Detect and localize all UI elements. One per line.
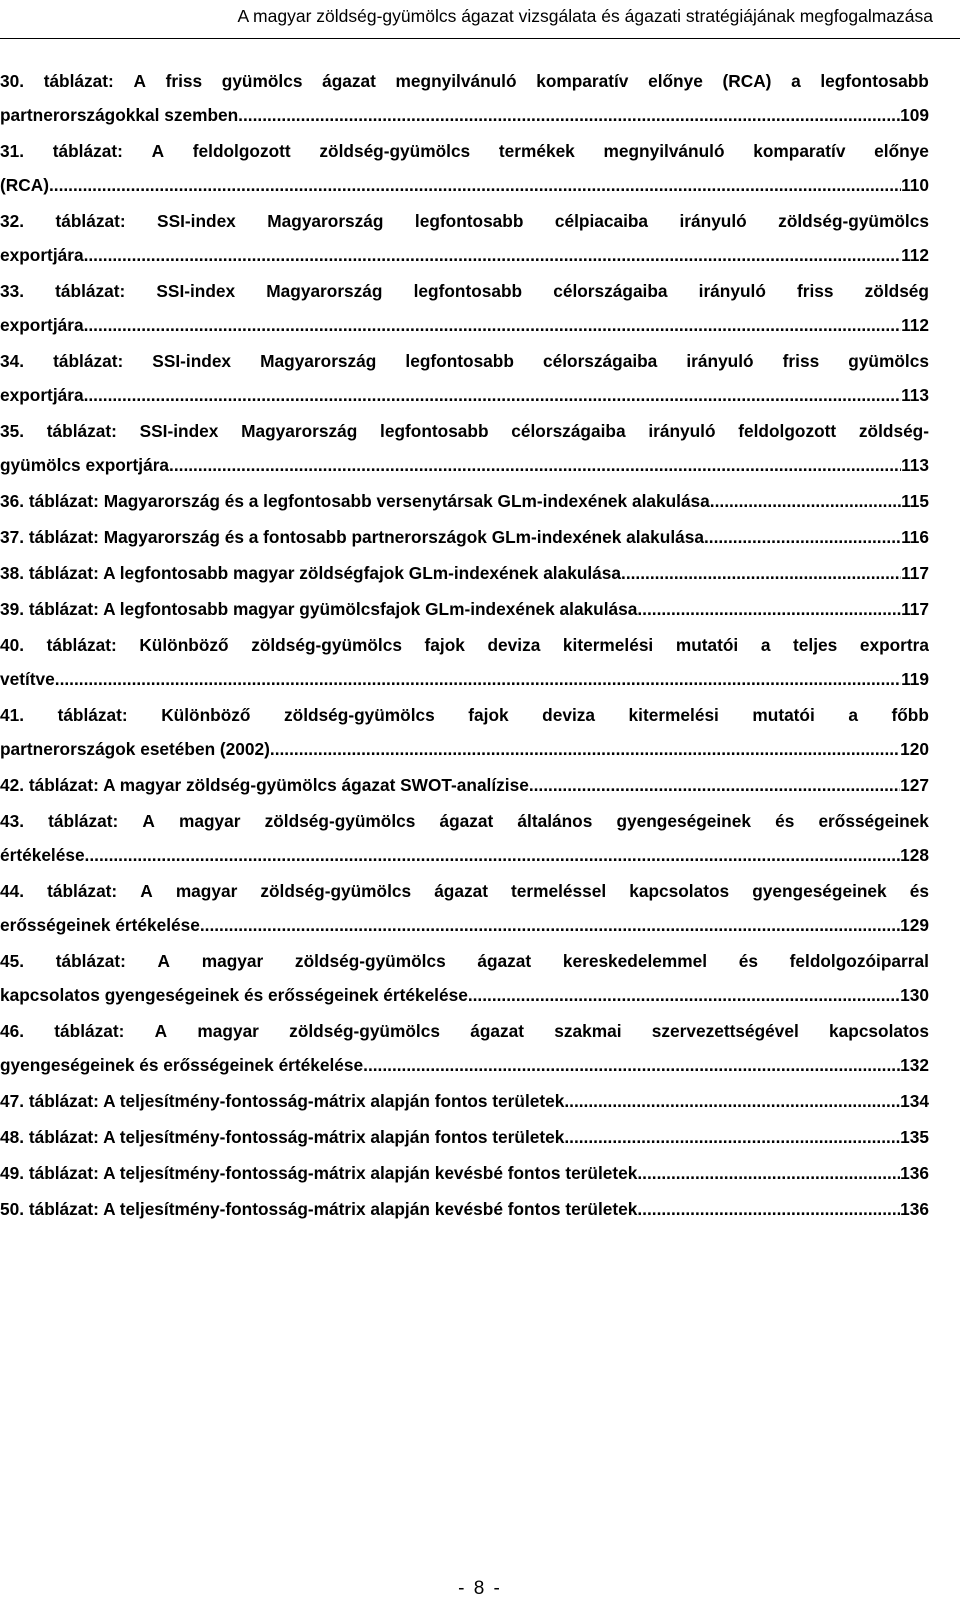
toc-word: mutatói	[675, 635, 739, 655]
toc-word: zöldség	[864, 281, 929, 301]
toc-entry-last-line	[0, 908, 929, 942]
toc-entry-text: gyengeségeinek és erősségeinek értékelése.	[0, 1055, 368, 1075]
toc-page-number: 117	[901, 599, 929, 619]
toc-word: SSI-index	[139, 421, 219, 441]
dot-leader	[174, 448, 901, 482]
toc-word: zöldség-	[858, 421, 929, 441]
toc-word: irányuló	[698, 281, 766, 301]
toc-word: friss	[165, 71, 203, 91]
toc-entry-text: (RCA).	[0, 175, 54, 195]
toc-word: ágazat	[322, 71, 376, 91]
toc-word: SSI-index	[152, 351, 232, 371]
toc-entry[interactable]	[0, 64, 929, 132]
toc-entry-last-line	[0, 484, 929, 518]
toc-word: célországaiba	[511, 421, 626, 441]
toc-entry[interactable]	[0, 698, 929, 766]
toc-word: 31.	[0, 141, 25, 161]
toc-page-number: 136	[900, 1163, 929, 1183]
toc-entry-text: kapcsolatos gyengeségeinek és erősségeinek értékelése.	[0, 985, 473, 1005]
toc-word: gyengeségeinek	[752, 881, 887, 901]
toc-entry-last-line	[0, 378, 929, 412]
toc-word: táblázat:	[46, 421, 117, 441]
toc-entry[interactable]	[0, 556, 929, 590]
dot-leader	[275, 732, 900, 766]
toc-entry-text: 42. táblázat: A magyar zöldség-gyümölcs ágazat SWOT-analízise.	[0, 775, 534, 795]
toc-page-number: 112	[901, 315, 929, 335]
toc-entry[interactable]	[0, 944, 929, 1012]
toc-word: célországaiba	[542, 351, 658, 371]
toc-word: előnye	[648, 71, 703, 91]
toc-word: táblázat:	[47, 881, 118, 901]
toc-word: termeléssel	[511, 881, 607, 901]
toc-entry-last-line	[0, 662, 929, 696]
toc-entry-last-line	[0, 556, 929, 590]
dot-leader	[569, 1120, 900, 1154]
toc-word: a	[791, 71, 801, 91]
toc-word: exportra	[859, 635, 929, 655]
toc-word: zöldség-gyümölcs	[289, 1021, 440, 1041]
toc-word: táblázat:	[55, 951, 126, 971]
toc-word: táblázat:	[54, 1021, 125, 1041]
toc-entry-last-line	[0, 448, 929, 482]
toc-word: zöldség-gyümölcs	[260, 881, 412, 901]
toc-entry-line	[0, 698, 929, 732]
toc-entry-line	[0, 628, 929, 662]
toc-word: célpiacaiba	[554, 211, 649, 231]
toc-entry-line	[0, 344, 929, 378]
toc-word: feldolgozott	[738, 421, 837, 441]
table-of-tables	[0, 64, 929, 1228]
dot-leader	[642, 592, 901, 626]
toc-page-number: 128	[900, 845, 929, 865]
toc-word: és	[738, 951, 758, 971]
toc-entry-text: 47. táblázat: A teljesítmény-fontosság-mátrix alapján fontos területek.	[0, 1091, 570, 1111]
toc-word: SSI-index	[156, 281, 236, 301]
toc-word: magyar	[197, 1021, 259, 1041]
toc-word: zöldség-gyümölcs	[294, 951, 446, 971]
toc-entry-text: 48. táblázat: A teljesítmény-fontosság-mátrix alapján fontos területek.	[0, 1127, 570, 1147]
toc-page-number: 110	[901, 175, 929, 195]
dot-leader	[60, 662, 902, 696]
toc-page-number: 115	[901, 491, 929, 511]
toc-word: fajok	[424, 635, 465, 655]
toc-page-number: 130	[900, 985, 929, 1005]
toc-word: zöldség-gyümölcs	[319, 141, 471, 161]
toc-word: szervezettségével	[651, 1021, 799, 1041]
header-rule	[0, 38, 960, 39]
toc-entry-last-line	[0, 308, 929, 342]
toc-word: táblázat:	[43, 71, 114, 91]
toc-entry-last-line	[0, 1192, 929, 1226]
toc-word: legfontosabb	[820, 71, 929, 91]
dot-leader	[626, 556, 901, 590]
toc-entry-text: partnerországok esetében (2002).	[0, 739, 275, 759]
toc-entry[interactable]	[0, 1084, 929, 1118]
toc-word: 45.	[0, 951, 25, 971]
dot-leader	[534, 768, 901, 802]
dot-leader	[89, 838, 900, 872]
toc-word: táblázat:	[55, 281, 126, 301]
toc-entry-text: exportjára.	[0, 245, 89, 265]
toc-word: gyümölcs	[221, 71, 303, 91]
toc-word: általános	[517, 811, 593, 831]
toc-word: zöldség-gyümölcs	[251, 635, 402, 655]
toc-entry-line	[0, 944, 929, 978]
toc-entry-line	[0, 64, 929, 98]
toc-word: kapcsolatos	[629, 881, 730, 901]
toc-entry-line	[0, 804, 929, 838]
toc-entry-last-line	[0, 768, 929, 802]
dot-leader	[569, 1084, 900, 1118]
toc-page-number: 117	[901, 563, 929, 583]
toc-word: magyar	[201, 951, 264, 971]
toc-page-number: 109	[900, 105, 929, 125]
toc-word: szakmai	[554, 1021, 622, 1041]
toc-entry[interactable]	[0, 414, 929, 482]
toc-word: legfontosabb	[414, 211, 524, 231]
toc-word: 41.	[0, 705, 25, 725]
toc-word: 40.	[0, 635, 25, 655]
toc-entry[interactable]	[0, 344, 929, 412]
toc-entry-text: 49. táblázat: A teljesítmény-fontosság-mátrix alapján kevésbé fontos területek.	[0, 1163, 643, 1183]
toc-word: irányuló	[648, 421, 716, 441]
toc-entry-text: exportjára.	[0, 385, 89, 405]
dot-leader	[205, 908, 901, 942]
toc-entry-text: 36. táblázat: Magyarország és a legfontosabb versenytársak GLm-indexének alakulása.	[0, 491, 715, 511]
toc-word: komparatív	[536, 71, 629, 91]
toc-entry[interactable]	[0, 134, 929, 202]
toc-entry[interactable]	[0, 592, 929, 626]
toc-word: fajok	[468, 705, 509, 725]
toc-word: deviza	[487, 635, 541, 655]
toc-word: kitermelési	[562, 635, 654, 655]
toc-entry-last-line	[0, 238, 929, 272]
toc-entry-text: exportjára.	[0, 315, 89, 335]
toc-word: legfontosabb	[405, 351, 514, 371]
toc-entry-last-line	[0, 168, 929, 202]
toc-entry[interactable]	[0, 804, 929, 872]
toc-entry-line	[0, 134, 929, 168]
toc-entry-text: erősségeinek értékelése.	[0, 915, 205, 935]
dot-leader	[88, 308, 901, 342]
toc-entry-text: értékelése.	[0, 845, 90, 865]
toc-word: célországaiba	[553, 281, 668, 301]
toc-word: magyar	[179, 811, 241, 831]
toc-word: gyümölcs	[848, 351, 929, 371]
toc-entry[interactable]	[0, 628, 929, 696]
toc-word: és	[775, 811, 795, 831]
toc-page-number: 113	[901, 455, 929, 475]
toc-word: a	[760, 635, 771, 655]
toc-entry-last-line	[0, 1084, 929, 1118]
toc-word: erősségeinek	[818, 811, 929, 831]
dot-leader	[715, 484, 902, 518]
dot-leader	[473, 978, 901, 1012]
toc-word: kitermelési	[628, 705, 719, 725]
toc-entry[interactable]	[0, 274, 929, 342]
toc-word: irányuló	[686, 351, 754, 371]
dot-leader	[709, 520, 901, 554]
toc-word: zöldség-gyümölcs	[284, 705, 435, 725]
toc-page-number: 112	[901, 245, 929, 265]
toc-word: 35.	[0, 421, 25, 441]
toc-word: táblázat:	[53, 351, 124, 371]
toc-word: előnye	[874, 141, 929, 161]
toc-word: táblázat:	[52, 141, 123, 161]
toc-word: megnyilvánuló	[395, 71, 517, 91]
toc-word: táblázat:	[57, 705, 128, 725]
toc-word: Magyarország	[241, 421, 358, 441]
toc-page-number: 113	[901, 385, 929, 405]
dot-leader	[54, 168, 901, 202]
toc-page-number: 136	[900, 1199, 929, 1219]
toc-entry-line	[0, 1014, 929, 1048]
toc-word: zöldség-gyümölcs	[264, 811, 416, 831]
toc-word: Magyarország	[260, 351, 377, 371]
toc-word: 30.	[0, 71, 25, 91]
dot-leader	[642, 1192, 900, 1226]
toc-word: legfontosabb	[380, 421, 489, 441]
toc-entry[interactable]	[0, 1120, 929, 1154]
dot-leader	[368, 1048, 900, 1082]
toc-word: SSI-index	[157, 211, 236, 231]
toc-entry-line	[0, 414, 929, 448]
toc-word: deviza	[542, 705, 596, 725]
toc-word: megnyilvánuló	[603, 141, 725, 161]
toc-word: 43.	[0, 811, 25, 831]
toc-word: feldolgozott	[192, 141, 291, 161]
toc-entry-line	[0, 204, 929, 238]
toc-entry[interactable]	[0, 520, 929, 554]
toc-page-number: 127	[900, 775, 929, 795]
toc-entry-last-line	[0, 1120, 929, 1154]
toc-word: kereskedelemmel	[562, 951, 708, 971]
toc-word: gyengeségeinek	[616, 811, 751, 831]
toc-word: teljes	[793, 635, 838, 655]
toc-word: Különböző	[139, 635, 229, 655]
toc-word: Különböző	[161, 705, 251, 725]
toc-entry-text: 38. táblázat: A legfontosabb magyar zöldségfajok GLm-indexének alakulása.	[0, 563, 626, 583]
toc-word: zöldség-gyümölcs	[778, 211, 929, 231]
toc-word: termékek	[498, 141, 575, 161]
toc-page-number: 120	[900, 739, 929, 759]
toc-word: és	[909, 881, 929, 901]
toc-page-number: 129	[900, 915, 929, 935]
toc-entry-text: partnerországokkal szemben.	[0, 105, 243, 125]
toc-word: (RCA)	[722, 71, 772, 91]
toc-entry-last-line	[0, 838, 929, 872]
toc-entry-line	[0, 874, 929, 908]
toc-entry-last-line	[0, 98, 929, 132]
toc-word: A	[133, 71, 146, 91]
dot-leader	[88, 238, 901, 272]
toc-word: ágazat	[434, 881, 488, 901]
toc-word: táblázat:	[55, 211, 126, 231]
toc-entry[interactable]	[0, 204, 929, 272]
toc-word: komparatív	[753, 141, 846, 161]
toc-word: táblázat:	[46, 635, 117, 655]
page-number: - 8 -	[458, 1578, 502, 1599]
toc-page-number: 135	[900, 1127, 929, 1147]
toc-word: a	[848, 705, 858, 725]
toc-entry[interactable]	[0, 1156, 929, 1190]
toc-word: A	[157, 951, 171, 971]
toc-entry-last-line	[0, 520, 929, 554]
toc-word: legfontosabb	[413, 281, 523, 301]
toc-word: feldolgozóiparral	[789, 951, 929, 971]
toc-word: 44.	[0, 881, 25, 901]
toc-page-number: 116	[901, 527, 929, 547]
toc-word: 33.	[0, 281, 25, 301]
toc-entry-last-line	[0, 1156, 929, 1190]
toc-entry[interactable]	[0, 1014, 929, 1082]
toc-word: táblázat:	[48, 811, 119, 831]
dot-leader	[642, 1156, 900, 1190]
toc-word: mutatói	[752, 705, 815, 725]
toc-entry-text: vetítve.	[0, 669, 60, 689]
toc-entry-last-line	[0, 978, 929, 1012]
dot-leader	[243, 98, 900, 132]
toc-entry[interactable]	[0, 874, 929, 942]
toc-page-number: 134	[900, 1091, 929, 1111]
running-header: A magyar zöldség-gyümölcs ágazat vizsgálata és ágazati stratégiájának megfogalmazása	[237, 6, 933, 26]
toc-word: irányuló	[679, 211, 747, 231]
toc-entry-text: 39. táblázat: A legfontosabb magyar gyümölcsfajok GLm-indexének alakulása.	[0, 599, 643, 619]
toc-page-number: 132	[900, 1055, 929, 1075]
toc-word: magyar	[175, 881, 238, 901]
toc-entry-line	[0, 274, 929, 308]
toc-word: ágazat	[470, 1021, 524, 1041]
toc-word: ágazat	[477, 951, 532, 971]
toc-entry[interactable]	[0, 484, 929, 518]
toc-word: Magyarország	[267, 211, 384, 231]
toc-word: főbb	[891, 705, 929, 725]
toc-word: Magyarország	[266, 281, 383, 301]
toc-entry-text: gyümölcs exportjára.	[0, 455, 174, 475]
toc-word: 32.	[0, 211, 25, 231]
toc-word: A	[140, 881, 153, 901]
toc-word: kapcsolatos	[829, 1021, 929, 1041]
toc-word: friss	[782, 351, 820, 371]
toc-word: 46.	[0, 1021, 25, 1041]
toc-word: A	[142, 811, 155, 831]
toc-entry[interactable]	[0, 768, 929, 802]
toc-entry-last-line	[0, 592, 929, 626]
toc-entry-last-line	[0, 1048, 929, 1082]
toc-entry[interactable]	[0, 1192, 929, 1226]
toc-page-number: 119	[901, 669, 929, 689]
toc-word: friss	[797, 281, 834, 301]
toc-entry-text: 37. táblázat: Magyarország és a fontosabb partnerországok GLm-indexének alakulása.	[0, 527, 709, 547]
toc-entry-last-line	[0, 732, 929, 766]
toc-entry-text: 50. táblázat: A teljesítmény-fontosság-mátrix alapján kevésbé fontos területek.	[0, 1199, 643, 1219]
toc-word: A	[154, 1021, 168, 1041]
toc-word: A	[151, 141, 165, 161]
toc-word: ágazat	[439, 811, 494, 831]
dot-leader	[88, 378, 901, 412]
toc-word: 34.	[0, 351, 25, 371]
